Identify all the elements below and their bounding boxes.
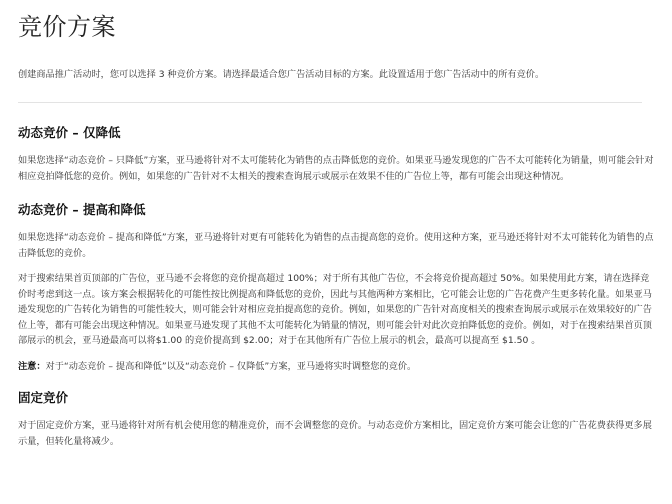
page-title: 竞价方案 bbox=[18, 13, 116, 41]
section-paragraph: 如果您选择“动态竞价 – 提高和降低”方案，亚马逊将针对更有可能转化为销售的点击提高您的竞价。使用这种方案，亚马逊还将针对不太可能转化为销售的点击降低您的竞价。 bbox=[18, 232, 654, 259]
section-heading-fixed-bids: 固定竞价 bbox=[18, 390, 69, 405]
note-text: 对于“动态竞价 – 提高和降低”以及“动态竞价 – 仅降低”方案，亚马逊将实时调整您的竞价。 bbox=[45, 360, 417, 372]
section-paragraph: 对于固定竞价方案，亚马逊将针对所有机会使用您的精准竞价，而不会调整您的竞价。与动态竞价方案相比，固定竞价方案可能会让您的广告花费获得更多展示量，但转化量将减少。 bbox=[18, 420, 652, 447]
section-heading-dynamic-down-only: 动态竞价 – 仅降低 bbox=[18, 125, 121, 140]
section-paragraph: 如果您选择“动态竞价 – 只降低”方案，亚马逊将针对不太可能转化为销售的点击降低您的竞价。如果亚马逊发现您的广告不太可能转化为销量，则可能会针对相应竞拍降低您的竞价。例如，如果您的广告针对不太相关的搜索查询展示或展示在效果不佳的广告位上等，都有可能会出现这种情况。 bbox=[18, 155, 654, 182]
note-paragraph bbox=[18, 359, 654, 375]
note-label: 注意： bbox=[18, 360, 46, 372]
divider bbox=[18, 102, 642, 103]
intro-text: 创建商品推广活动时，您可以选择 3 种竞价方案。请选择最适合您广告活动目标的方案。此设置适用于您广告活动中的所有竞价。 bbox=[18, 69, 545, 80]
section-paragraph: 对于搜索结果首页顶部的广告位，亚马逊不会将您的竞价提高超过 100%；对于所有其他广告位，不会将竞价提高超过 50%。如果使用此方案，请在选择竞价时考虑到这一点。该方案会根据转化的可能性按比例提高和降低您的竞价，因此与其他两种方案相比，它可能会让您的广告花费产生更多转化量。如果亚马逊发现您的广告转化为销售的可能性较大，则可能会针对相应竞拍提高您的竞价。例如，如果您的广告针对高度相关的搜索查询展示或展示在效果较好的广告位上等，都有可能会出现这种情况。如果亚马逊发现了其他不太可能转化为销量的情况，则可能会针对此次竞拍降低您的竞价。例如，对于在搜索结果首页顶部展示的机会，亚马逊最高可以将$1.00 的竞价提高到 $2.00；对于在其他所有广告位上展示的机会，最高可以提高至 $1.50 。 bbox=[18, 273, 652, 346]
section-heading-dynamic-up-and-down: 动态竞价 – 提高和降低 bbox=[18, 202, 146, 217]
